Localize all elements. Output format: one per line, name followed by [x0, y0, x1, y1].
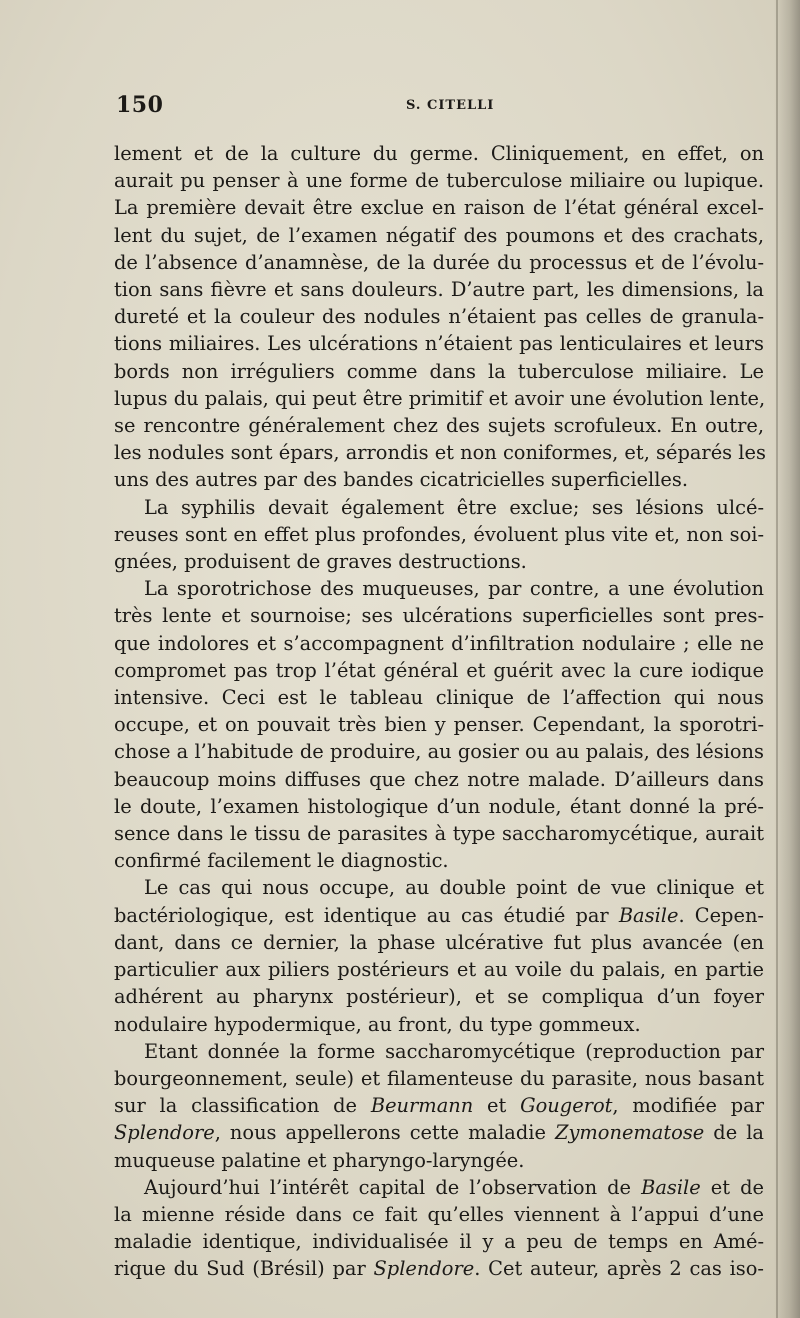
text-line [114, 820, 764, 847]
text-segment: particulier aux piliers postérieurs et au voile du palais, en partie [114, 958, 764, 982]
text-segment: Le cas qui nous occupe, au double point de vue clinique et [144, 876, 764, 900]
text-segment: maladie identique, individualisée il y a peu de temps en Amé- [114, 1230, 764, 1254]
text-segment: lent du sujet, de l’examen négatif des poumons et des crachats, [114, 223, 764, 247]
text-segment: occupe, et on pouvait très bien y penser. Cependant, la sporotri- [114, 713, 764, 737]
text-segment: reuses sont en effet plus profondes, évoluent plus vite et, non soi- [114, 522, 764, 546]
text-line [114, 140, 764, 167]
text-segment: Etant donnée la forme saccharomycétique (reproduction par [144, 1039, 764, 1063]
text-line [114, 439, 764, 466]
text-line [114, 602, 764, 629]
text-line [114, 385, 764, 412]
text-segment: bactériologique, est identique au cas étudié par [114, 903, 619, 927]
text-segment: . Cepen- [678, 903, 764, 927]
text-line [114, 793, 764, 820]
italic-name: Splendore [373, 1257, 475, 1281]
text-segment: bords non irréguliers comme dans la tuberculose miliaire. Le [114, 359, 764, 383]
text-segment: tion sans fièvre et sans douleurs. D’autre part, les dimensions, la [114, 278, 764, 302]
text-segment: les nodules sont épars, arrondis et non coniformes, et, séparés les [114, 441, 766, 465]
italic-name: Gougerot [520, 1094, 613, 1118]
text-segment: La sporotrichose des muqueuses, par contre, a une évolution [144, 577, 764, 601]
text-segment: bourgeonnement, seule) et filamenteuse du parasite, nous basant [114, 1066, 764, 1090]
text-segment: . Cet auteur, après 2 cas iso- [474, 1257, 764, 1281]
text-line [114, 711, 764, 738]
text-line [114, 303, 764, 330]
text-line [114, 358, 764, 385]
text-line [114, 1092, 764, 1119]
page-header [116, 92, 766, 122]
text-segment: dant, dans ce dernier, la phase ulcérative fut plus avancée (en [114, 930, 764, 954]
text-segment: adhérent au pharynx postérieur), et se compliqua d’un foyer [114, 985, 764, 1009]
italic-name: Splendore [114, 1121, 215, 1145]
text-segment: et [473, 1094, 521, 1118]
text-segment: se rencontre généralement chez des sujets scrofuleux. En outre, [114, 414, 764, 438]
text-segment: la mienne réside dans ce fait qu’elles viennent à l’appui d’une [114, 1202, 764, 1226]
text-segment: , nous appellerons cette maladie [214, 1121, 555, 1145]
text-line [114, 874, 764, 901]
text-line [114, 276, 764, 303]
text-line [114, 1228, 764, 1255]
text-segment: uns des autres par des bandes cicatricielles superficielles. [114, 468, 689, 492]
text-line [114, 684, 764, 711]
text-segment: de l’absence d’anamnèse, de la durée du processus et de l’évolu- [114, 250, 764, 274]
text-segment: muqueuse palatine et pharyngo-laryngée. [114, 1148, 525, 1172]
text-segment: , modifiée par [612, 1094, 765, 1118]
text-line [114, 222, 764, 249]
text-line [114, 466, 764, 493]
text-line [114, 494, 764, 521]
italic-name: Basile [641, 1175, 701, 1199]
text-line [114, 1255, 764, 1282]
text-segment: et de [700, 1175, 765, 1199]
text-line [114, 521, 764, 548]
text-line [114, 1011, 764, 1038]
text-line [114, 548, 764, 575]
page-number: 150 [116, 92, 164, 118]
text-line [114, 902, 764, 929]
text-segment: dureté et la couleur des nodules n’étaient pas celles de granula- [114, 305, 764, 329]
text-line [114, 575, 764, 602]
text-segment: aurait pu penser à une forme de tuberculose miliaire ou lupique. [114, 169, 764, 193]
text-line [114, 1038, 764, 1065]
text-line [114, 194, 764, 221]
text-line [114, 167, 764, 194]
text-line [114, 1147, 764, 1174]
text-line [114, 983, 764, 1010]
text-segment: nodulaire hypodermique, au front, du type gommeux. [114, 1012, 641, 1036]
text-line [114, 1174, 764, 1201]
text-segment: beaucoup moins diffuses que chez notre malade. D’ailleurs dans [114, 767, 764, 791]
text-segment: compromet pas trop l’état général et guérit avec la cure iodique [114, 658, 764, 682]
text-line [114, 249, 764, 276]
text-segment: le doute, l’examen histologique d’un nodule, étant donné la pré- [114, 794, 764, 818]
text-segment: tions miliaires. Les ulcérations n’étaient pas lenticulaires et leurs [114, 332, 764, 356]
text-segment: très lente et sournoise; ses ulcérations superficielles sont pres- [114, 604, 764, 628]
text-segment: lement et de la culture du germe. Cliniquement, en effet, on [114, 142, 764, 165]
italic-name: Zymonematose [554, 1121, 705, 1145]
text-line [114, 766, 764, 793]
text-line [114, 847, 764, 874]
text-line [114, 1201, 764, 1228]
text-line [114, 412, 764, 439]
text-segment: intensive. Ceci est le tableau clinique de l’affection qui nous [114, 686, 764, 710]
text-segment: que indolores et s’accompagnent d’infiltration nodulaire ; elle ne [114, 631, 764, 655]
text-segment: Aujourd’hui l’intérêt capital de l’observation de [144, 1175, 642, 1199]
body-text [114, 140, 764, 1283]
text-segment: rique du Sud (Brésil) par [114, 1257, 374, 1281]
text-line [114, 738, 764, 765]
page-edge-shadow [774, 0, 800, 1318]
text-line [114, 330, 764, 357]
text-line [114, 1119, 764, 1146]
text-segment: La syphilis devait également être exclue; ses lésions ulcé- [144, 495, 764, 519]
text-line [114, 956, 764, 983]
running-head: S. CITELLI [406, 98, 495, 113]
italic-name: Basile [618, 903, 679, 927]
text-segment: gnées, produisent de graves destructions. [114, 550, 527, 574]
text-segment: sur la classification de [114, 1094, 371, 1118]
text-line [114, 1065, 764, 1092]
text-line [114, 657, 764, 684]
text-segment: lupus du palais, qui peut être primitif et avoir une évolution lente, [114, 386, 766, 410]
italic-name: Beurmann [370, 1094, 474, 1118]
text-segment: de la [704, 1121, 764, 1145]
text-segment: sence dans le tissu de parasites à type saccharomycétique, aurait [114, 822, 764, 846]
text-segment: confirmé facilement le diagnostic. [114, 849, 449, 873]
text-line [114, 929, 764, 956]
text-segment: La première devait être exclue en raison de l’état général excel- [114, 196, 764, 220]
text-line [114, 630, 764, 657]
text-segment: chose a l’habitude de produire, au gosier ou au palais, des lésions [114, 740, 764, 764]
